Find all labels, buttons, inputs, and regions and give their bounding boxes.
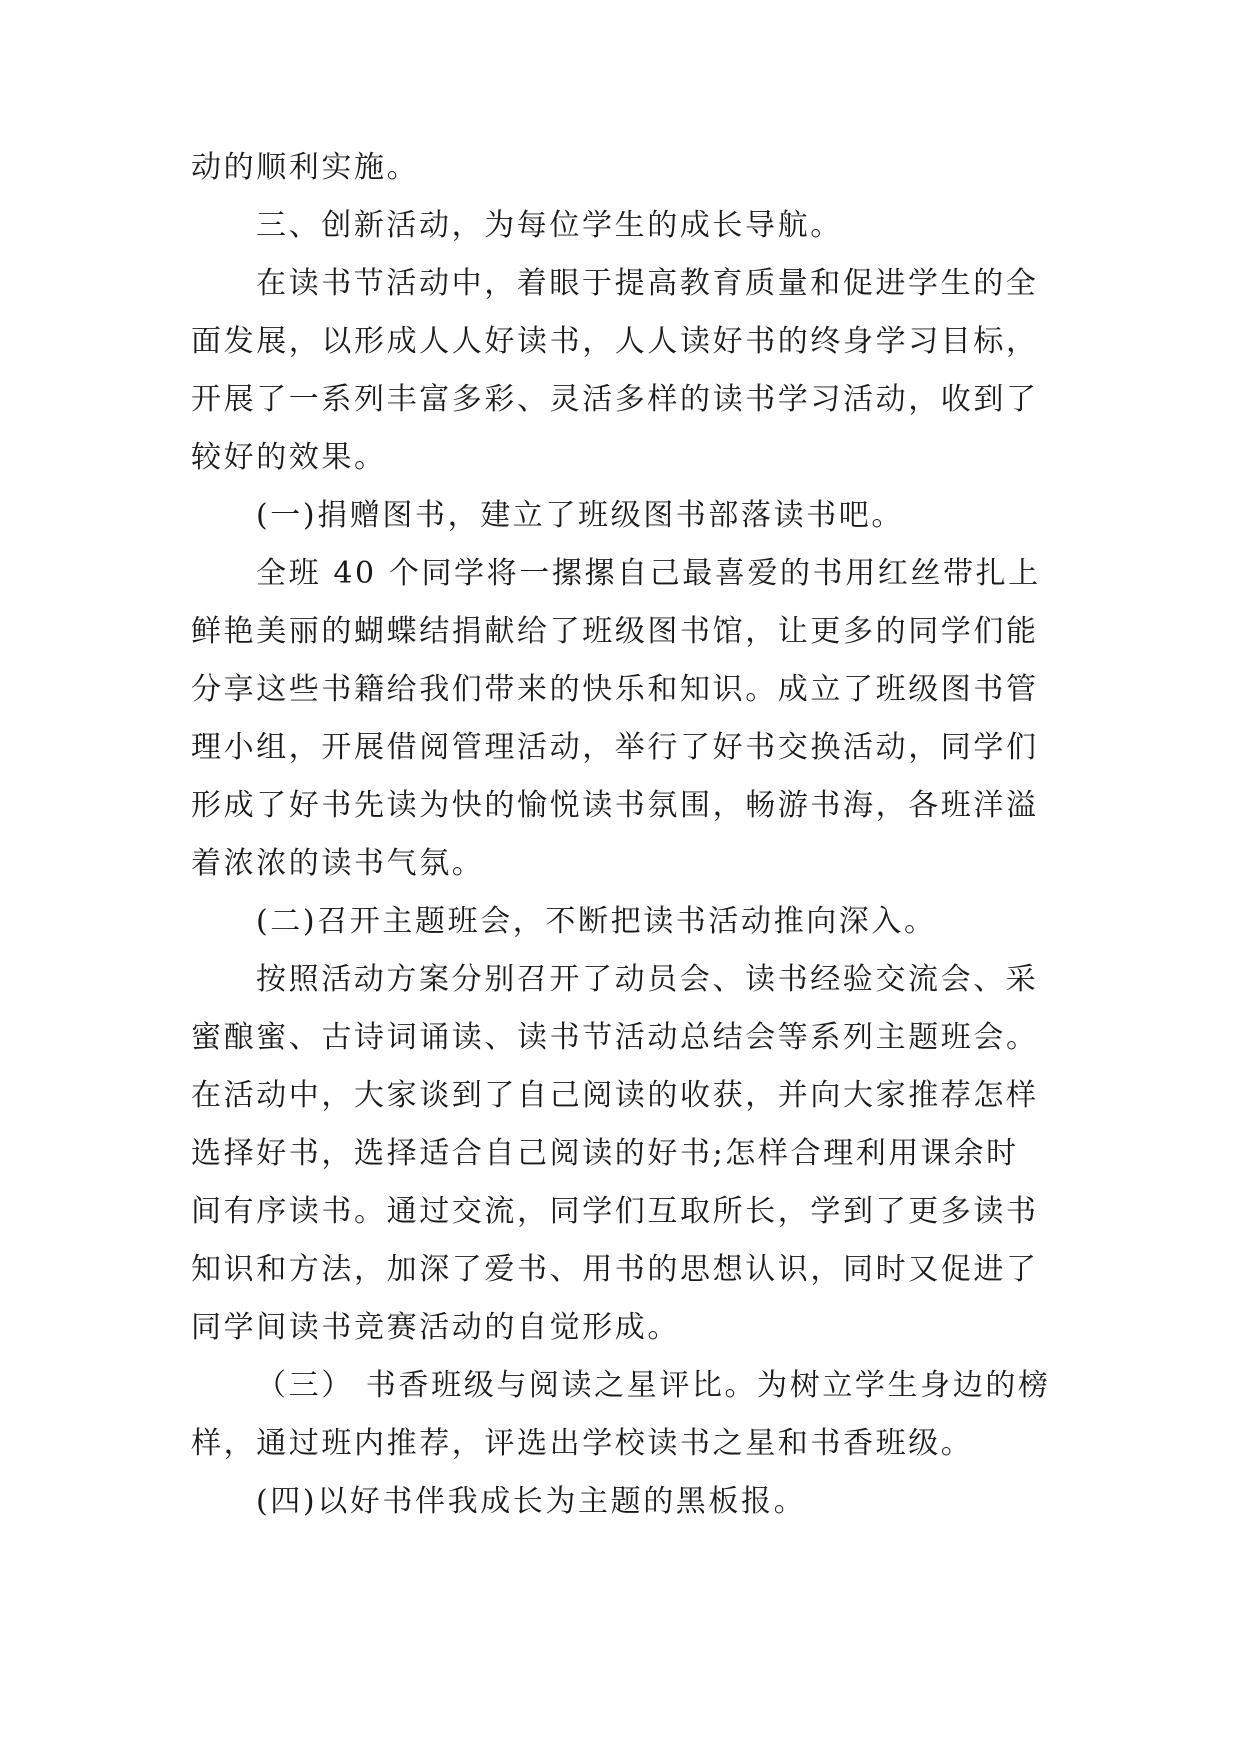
subsection-heading: (一)捐赠图书，建立了班级图书部落读书吧。 [256, 498, 905, 533]
text-line: 间有序读书。通过交流，同学们互取所长，学到了更多读书 [191, 1194, 1039, 1229]
text-line: 知识和方法，加深了爱书、用书的思想认识，同时又促进了 [191, 1252, 1039, 1287]
text-line: 较好的效果。 [191, 440, 387, 475]
subsection-heading: (二)召开主题班会，不断把读书活动推向深入。 [256, 904, 937, 939]
text-line: 选择好书，选择适合自己阅读的好书;怎样合理利用课余时 [191, 1136, 1019, 1171]
subsection-heading: (四)以好书伴我成长为主题的黑板报。 [256, 1484, 807, 1519]
text-line: 着浓浓的读书气氛。 [191, 846, 485, 881]
text-line: 开展了一系列丰富多彩、灵活多样的读书学习活动，收到了 [191, 382, 1039, 417]
text-line: 面发展，以形成人人好读书，人人读好书的终身学习目标， [191, 324, 1039, 359]
text-line: 样，通过班内推荐，评选出学校读书之星和书香班级。 [191, 1426, 974, 1461]
text-line: 理小组，开展借阅管理活动，举行了好书交换活动，同学们 [191, 730, 1039, 765]
text-line: 蜜酿蜜、古诗词诵读、读书节活动总结会等系列主题班会。 [191, 1020, 1039, 1055]
text-line: 分享这些书籍给我们带来的快乐和知识。成立了班级图书管 [191, 672, 1039, 707]
text-line: 动的顺利实施。 [191, 150, 420, 185]
text-line: 在活动中，大家谈到了自己阅读的收获，并向大家推荐怎样 [191, 1078, 1039, 1113]
text-line: 在读书节活动中，着眼于提高教育质量和促进学生的全 [256, 266, 1039, 301]
text-line: 鲜艳美丽的蝴蝶结捐献给了班级图书馆，让更多的同学们能 [191, 614, 1039, 649]
text-line: 按照活动方案分别召开了动员会、读书经验交流会、采 [256, 962, 1039, 997]
text-line: 同学间读书竞赛活动的自觉形成。 [191, 1310, 680, 1345]
text-line: 全班 40 个同学将一摞摞自己最喜爱的书用红丝带扎上 [256, 556, 1041, 591]
section-heading: 三、创新活动，为每位学生的成长导航。 [256, 208, 843, 243]
subsection-heading: （三） 书香班级与阅读之星评比。为树立学生身边的榜 [256, 1368, 1051, 1403]
text-line: 形成了好书先读为快的愉悦读书氛围，畅游书海，各班洋溢 [191, 788, 1039, 823]
